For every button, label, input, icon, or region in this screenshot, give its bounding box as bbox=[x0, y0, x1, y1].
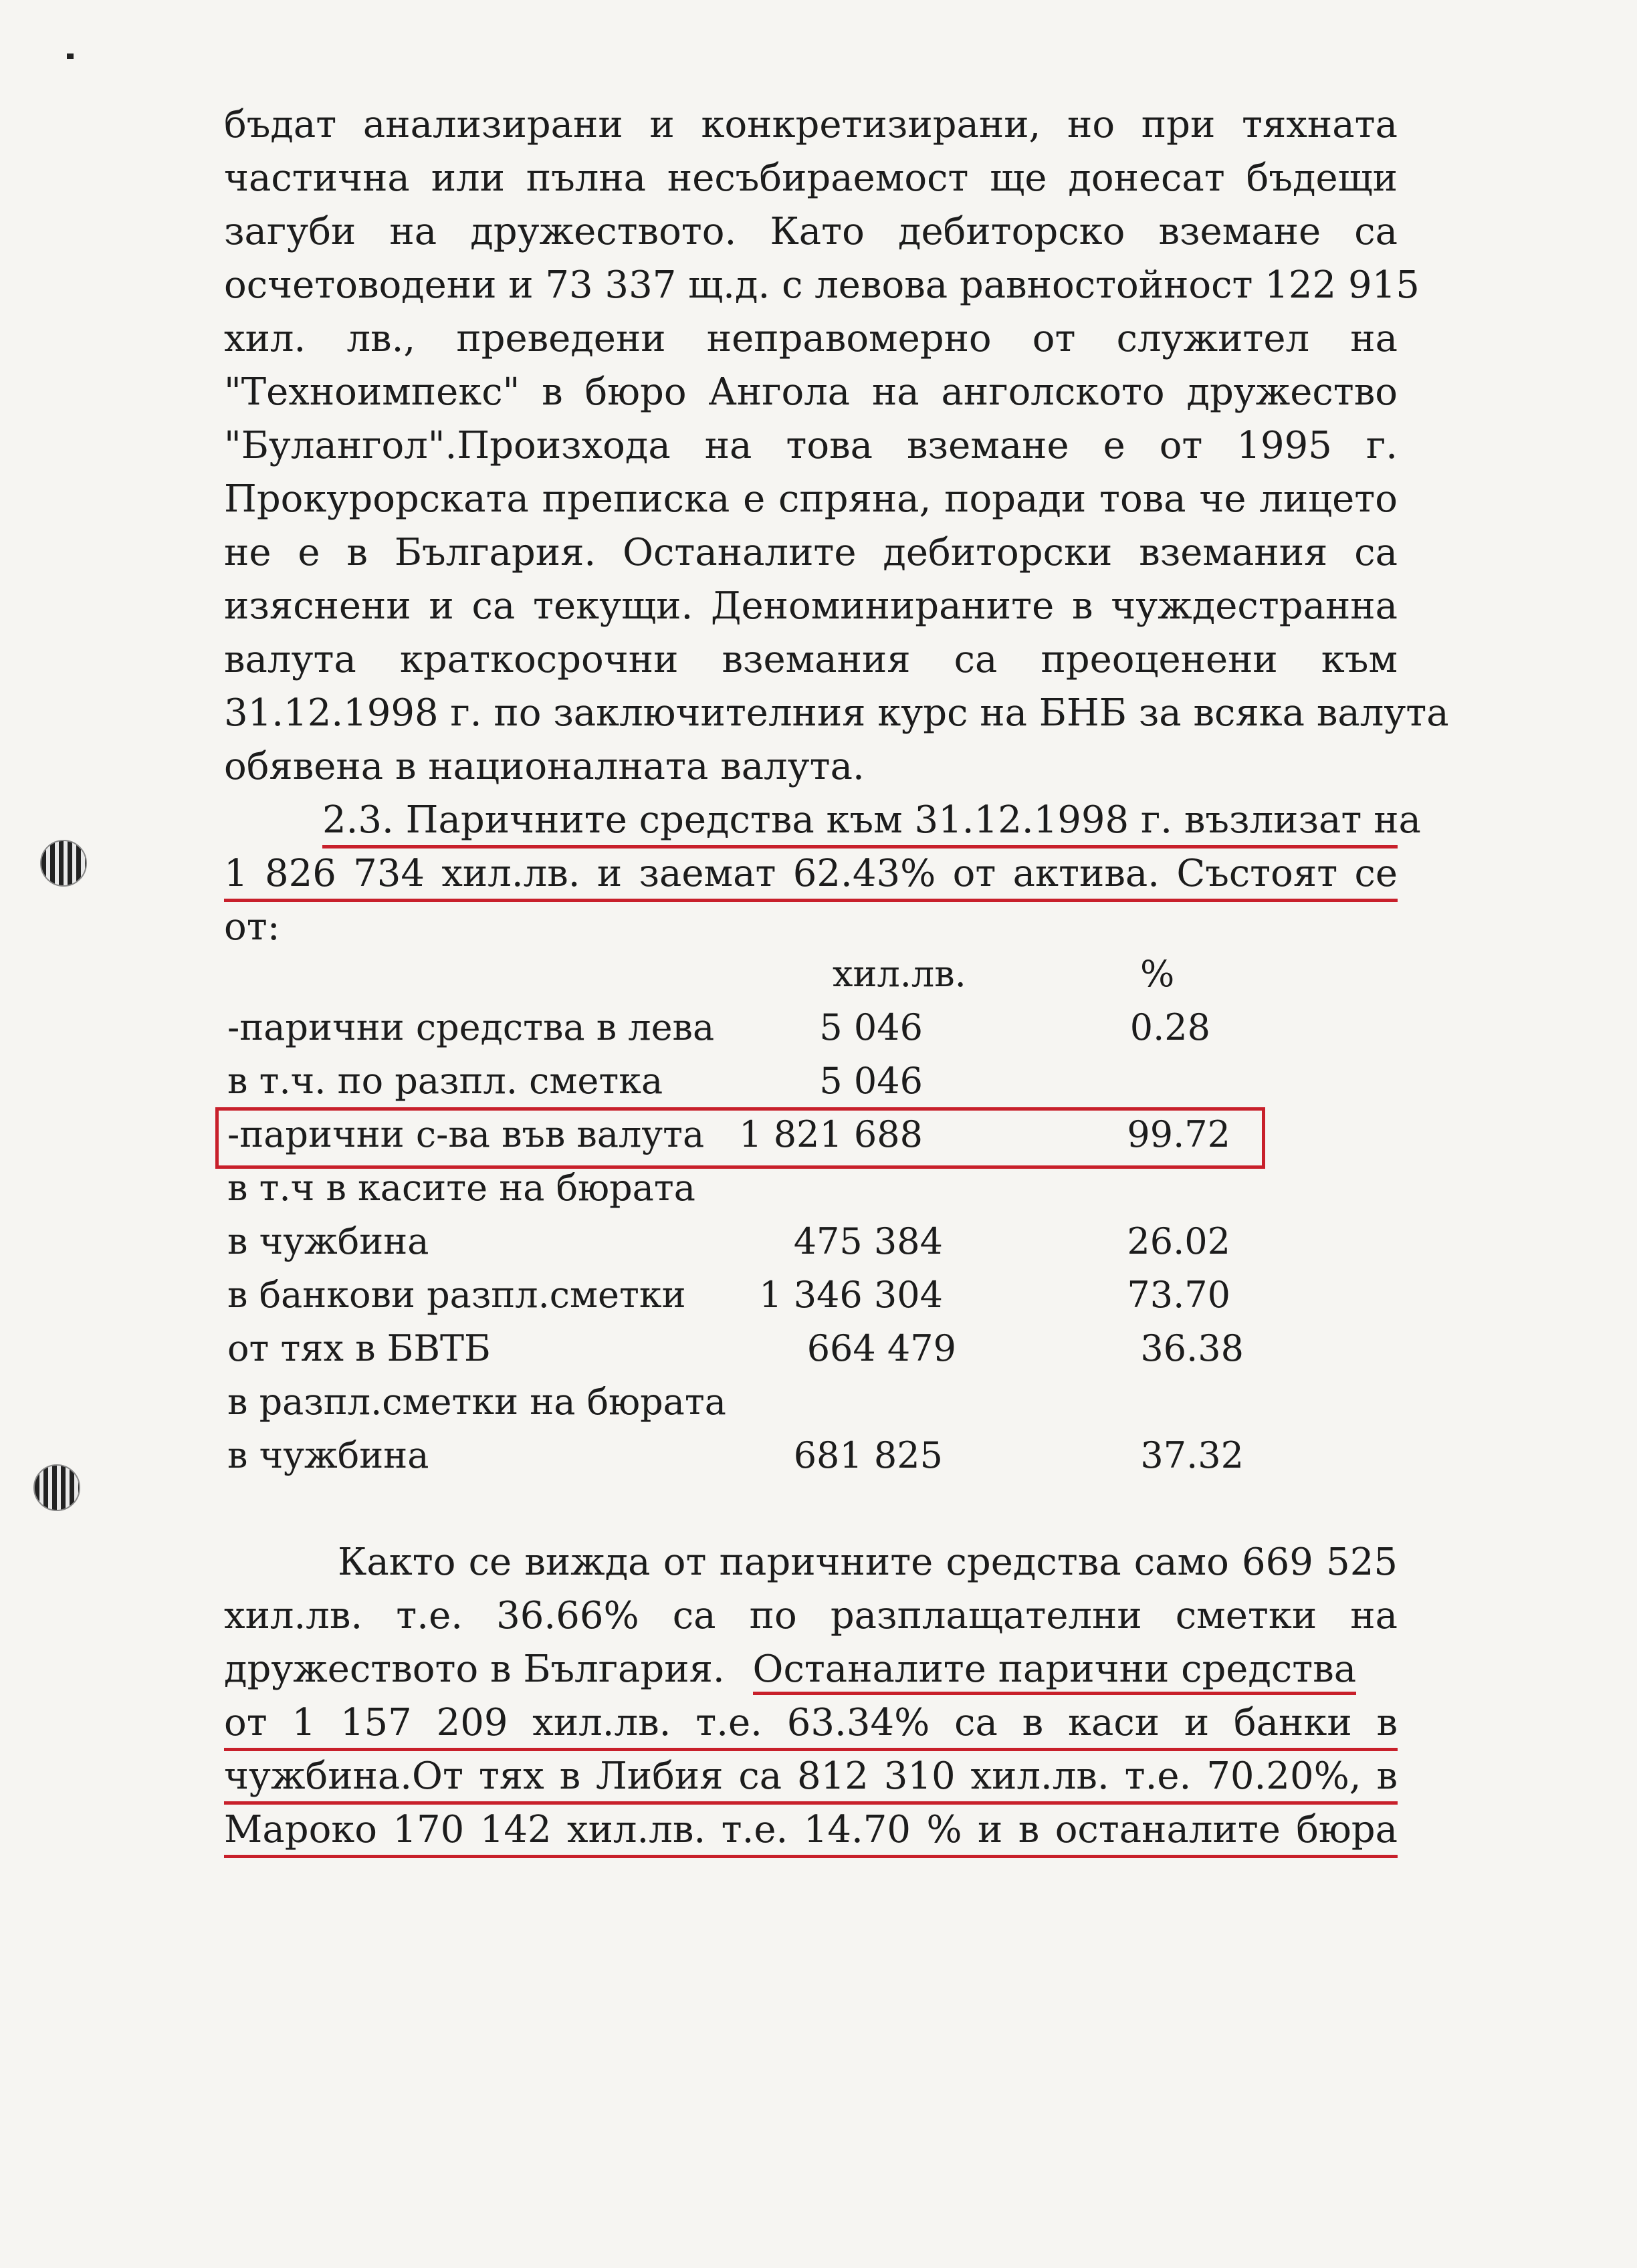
binder-hole-icon bbox=[40, 840, 87, 887]
table-row-label: -парични средства в лева bbox=[227, 1006, 715, 1048]
table-row-amount: 681 825 bbox=[793, 1434, 943, 1476]
text-line: Прокурорската преписка е спряна, поради това че лицето bbox=[224, 477, 1398, 521]
table-row-percent: 99.72 bbox=[1127, 1113, 1230, 1155]
table-row-amount: 664 479 bbox=[806, 1327, 956, 1369]
underlined-text-line: от 1 157 209 хил.лв. т.е. 63.34% са в каси и банки в bbox=[224, 1698, 1398, 1751]
table-row-label: в т.ч в касите на бюрата bbox=[227, 1167, 695, 1209]
text-segment: дружеството в България. bbox=[224, 1648, 725, 1691]
table-row-label: в чужбина bbox=[227, 1220, 429, 1262]
binder-hole-icon bbox=[33, 1464, 80, 1511]
table-row-amount: 1 346 304 bbox=[759, 1274, 943, 1316]
text-line: обявена в националната валута. bbox=[224, 745, 865, 788]
table-row-percent: 73.70 bbox=[1127, 1274, 1230, 1316]
text-line: "Булангол".Произхода на това вземане е от 1995 г. bbox=[224, 424, 1398, 467]
text-line: валута краткосрочни вземания са преоценени към bbox=[224, 638, 1398, 681]
text-line: осчетоводени и 73 337 щ.д. с левова равностойност 122 915 bbox=[224, 263, 1420, 307]
text-line: хил.лв. т.е. 36.66% са по разплащателни сметки на bbox=[224, 1594, 1398, 1637]
table-row-percent: 36.38 bbox=[1140, 1327, 1244, 1369]
underlined-text-line: чужбина.От тях в Либия са 812 310 хил.лв. т.е. 70.20%, в bbox=[224, 1752, 1398, 1805]
text-line: Както се вижда от паричните средства само 669 525 bbox=[338, 1541, 1398, 1584]
underlined-text-segment: Останалите парични средства bbox=[753, 1648, 1357, 1695]
text-line: от: bbox=[224, 905, 280, 949]
table-row-percent: 26.02 bbox=[1127, 1220, 1230, 1262]
underlined-text-line: Мароко 170 142 хил.лв. т.е. 14.70 % и в останалите бюра bbox=[224, 1805, 1398, 1858]
table-row-percent: 37.32 bbox=[1140, 1434, 1244, 1476]
table-row-percent: 0.28 bbox=[1129, 1006, 1210, 1048]
text-line bbox=[224, 1645, 1398, 1694]
table-row-amount: 475 384 bbox=[793, 1220, 943, 1262]
table-row-amount: 5 046 bbox=[819, 1060, 923, 1102]
underlined-text-line: 2.3. Паричните средства към 31.12.1998 г. възлизат на bbox=[322, 796, 1398, 848]
text-line: бъдат анализирани и конкретизирани, но при тяхната bbox=[224, 103, 1398, 146]
table-row-amount: 1 821 688 bbox=[739, 1113, 923, 1155]
column-header-percent: % bbox=[1140, 953, 1175, 995]
text-line: изяснени и са текущи. Деноминираните в чуждестранна bbox=[224, 584, 1398, 628]
text-line: "Техноимпекс" в бюро Ангола на анголското дружество bbox=[224, 370, 1398, 414]
table-row-label: от тях в БВТБ bbox=[227, 1327, 491, 1369]
table-row-label: -парични с-ва във валута bbox=[227, 1113, 705, 1155]
page-mark bbox=[67, 53, 74, 59]
text-line: загуби на дружеството. Като дебиторско вземане са bbox=[224, 210, 1398, 253]
table-row-label: в чужбина bbox=[227, 1434, 429, 1476]
column-header-amount: хил.лв. bbox=[833, 953, 966, 995]
underlined-text-line: 1 826 734 хил.лв. и заемат 62.43% от актива. Състоят се bbox=[224, 849, 1398, 902]
table-row-label: в т.ч. по разпл. сметка bbox=[227, 1060, 663, 1102]
table-row-label: в разпл.сметки на бюрата bbox=[227, 1381, 726, 1423]
text-line: частична или пълна несъбираемост ще донесат бъдещи bbox=[224, 156, 1398, 200]
text-line: хил. лв., преведени неправомерно от служител на bbox=[224, 317, 1398, 360]
text-line: 31.12.1998 г. по заключителния курс на БНБ за всяка валута bbox=[224, 691, 1449, 735]
text-line: не е в България. Останалите дебиторски вземания са bbox=[224, 531, 1398, 574]
table-row-label: в банкови разпл.сметки bbox=[227, 1274, 686, 1316]
table-row-amount: 5 046 bbox=[819, 1006, 923, 1048]
